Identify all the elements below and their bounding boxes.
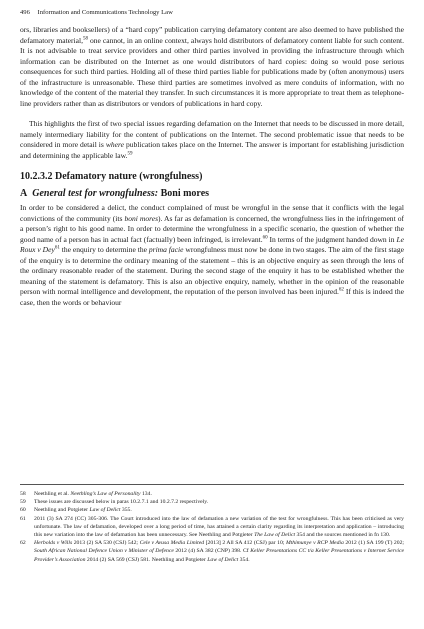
footnote-ref-58[interactable]: 58 — [82, 35, 88, 41]
footnotes — [20, 484, 404, 564]
footnote-ref-62[interactable]: 62 — [338, 287, 344, 293]
footnote-60: 60 Neethling and Potgieter Law of Delict 355. — [20, 507, 132, 514]
footnote-ref-60[interactable]: 60 — [262, 234, 268, 240]
page-number: 496 — [20, 9, 30, 16]
footnote-62: 62 Herbolds v Wills 2013 (2) SA 530 (CSJ) 542; Cele v Avusa Media Limited [2013] 2 All SA 412 (CSJ) par 10; Mthimunye v RCP Media 2012 (1) SA 199 (T) 202; South African National Defence Union v Minister of Defence 2012 (4) SA 382 (CNP) 398. Cf Keller Presentations CC t/a Keller Presentations v Internet Service Provider’s Association 2014 (2) SA 569 (CSJ) 581. Neethling and Potgieter Law of Delict 354. — [20, 540, 404, 563]
running-title: Information and Communications Technology Law — [37, 9, 173, 16]
paragraph-wrongfulness: In order to be considered a delict, the conduct complained of must be wrongful in the sense that it conflicts with the legal convictions of the community (its boni mores). As far as defamation is concerned, the wrongfulness lies in the infringement of a person’s right to his good name. In order to determine the wrongfulness in a specific scenario, the question of whether the good name of a person has in actual fact (factually) been infringed, is irrelevant.$^{60}$ In terms of the judgment handed down in Le Roux v Dey$^{61}$ the enquiry to determine the prima facie wrongfulness must now be done in two stages. The aim of the first stage of the enquiry is to determine the ordinary meaning of the statement – this is an objective enquiry as seen through the lens of the ordinary reasonable reader of the statement. During the second stage of the enquiry it has to be established whether the meaning of the statement is defamatory. This is also an objective enquiry, namely, whether in the opinion of the reasonable person with normal intelligence and development, the reputation of the person involved has been injured.$^{62}$ If this is indeed the case, then the words or behaviour — [20, 203, 405, 307]
footnote-58: 58 Neethling et al. Neethling’s Law of Personality 134. — [20, 491, 152, 497]
running-header — [20, 8, 404, 17]
footnote-ref-59[interactable]: 59 — [127, 150, 133, 156]
footnote-61: 61 2011 (3) SA 274 (CC) 305-306. The Court introduced into the law of defamation a new variation of the test for wrongfulness. This has been criticised as very unfortunate. The law of defamation, developed over a long period of time, has attained a certain clarity regarding its interpretation and application – introducing this new variation into the law of defamation has been unnecessary. See Neethling and Potgieter The Law of Delict 354 and the sources mentioned in fn 130. — [20, 515, 404, 539]
footnote-ref-61[interactable]: 61 — [54, 245, 60, 251]
subsection-heading: A General test for wrongfulness: Boni mores — [20, 188, 210, 199]
paragraph-special-issues: This highlights the first of two special issues regarding defamation on the Internet that needs to be discussed in more detail, namely intermediary liability for the content of publications on the Internet. The second problematic issue that needs to be considered in more detail is where publication takes place on the Internet. The answer is important for establishing jurisdiction and determining the applicable law.$^{59}$ — [20, 119, 405, 160]
section-heading: 10.2.3.2 Defamatory nature (wrongfulness) — [20, 171, 203, 182]
footnote-59: 59 These issues are discussed below in paras 10.2.7.1 and 10.2.7.2 respectively. — [20, 499, 209, 506]
paragraph-intermediaries: ors, libraries and booksellers) of a “hard copy” publication carrying defamatory content are also deemed to have published the defamatory material,$^{58}$ one cannot, in an online context, always hold distributors of defamatory content liable for such content. It is not advisable to treat service providers and other third parties involved in providing the infrastructure through which information can be distributed on the Internet as one would distributors of hard copies: doing so would pose serious consequences for such third parties. Holding all of these third parties liable for publications made by (often anonymous) users of the infrastructure is unreasonable. These third parties are sometimes involved as mere conduits of information, with no knowledge of the content of the material they transfer. In such circumstances it is more appropriate to treat them as telephone-line providers rather than as distributors or vendors of publications in hard copy. — [20, 25, 404, 108]
